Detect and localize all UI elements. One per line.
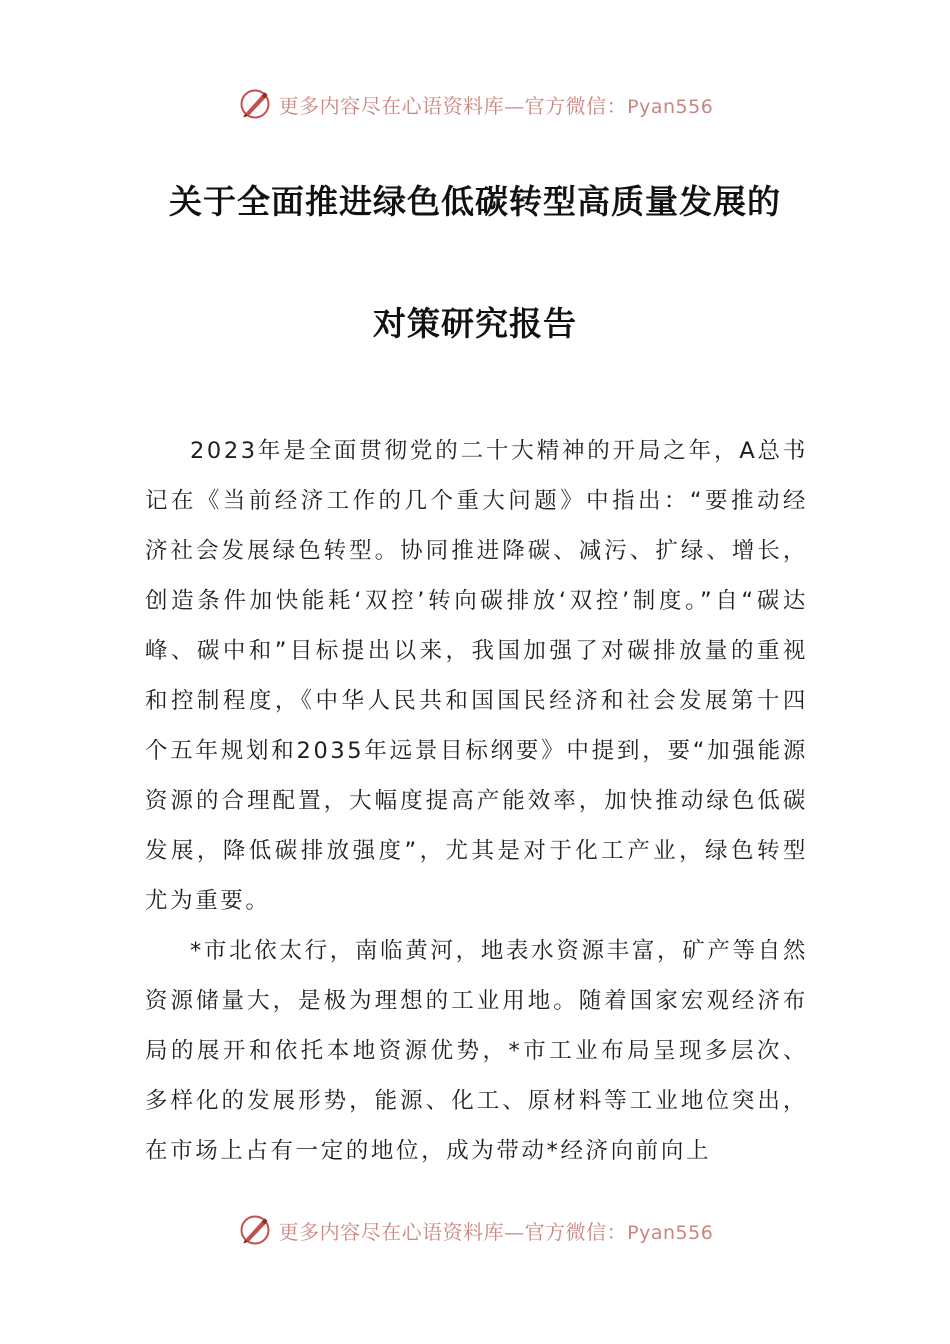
watermark-header: [0, 82, 950, 126]
document-body: [145, 426, 808, 1176]
pen-circle-logo-icon: [237, 86, 273, 122]
watermark-wechat-id: Pyan556: [627, 95, 714, 118]
watermark-wechat-id: Pyan556: [627, 1221, 714, 1244]
paragraph-1: 2023年是全面贯彻党的二十大精神的开局之年，A总书记在《当前经济工作的几个重大问题》中指出：“要推动经济社会发展绿色转型。协同推进降碳、减污、扩绿、增长，创造条件加快能耗‘双控’转向碳排放‘双控’制度。”自“碳达峰、碳中和”目标提出以来，我国加强了对碳排放量的重视和控制程度，《中华人民共和国国民经济和社会发展第十四个五年规划和2035年远景目标纲要》中提到，要“加强能源资源的合理配置，大幅度提高产能效率，加快推动绿色低碳发展，降低碳排放强度”，尤其是对于化工产业，绿色转型尤为重要。: [145, 438, 808, 914]
watermark-footer: [0, 1208, 950, 1252]
watermark-text: 更多内容尽在心语资料库—官方微信：Pyan556: [278, 1219, 714, 1244]
document-title-line-1: 关于全面推进绿色低碳转型高质量发展的: [169, 182, 781, 221]
pen-circle-logo-icon: [237, 1212, 273, 1248]
paragraph-2: *市北依太行，南临黄河，地表水资源丰富，矿产等自然资源储量大，是极为理想的工业用地。随着国家宏观经济布局的展开和依托本地资源优势，*市工业布局呈现多层次、多样化的发展形势，能源、化工、原材料等工业地位突出，在市场上占有一定的地位，成为带动*经济向前向上: [145, 938, 808, 1164]
document-title-line-2: 对策研究报告: [373, 304, 577, 343]
watermark-text: 更多内容尽在心语资料库—官方微信：Pyan556: [278, 93, 714, 118]
